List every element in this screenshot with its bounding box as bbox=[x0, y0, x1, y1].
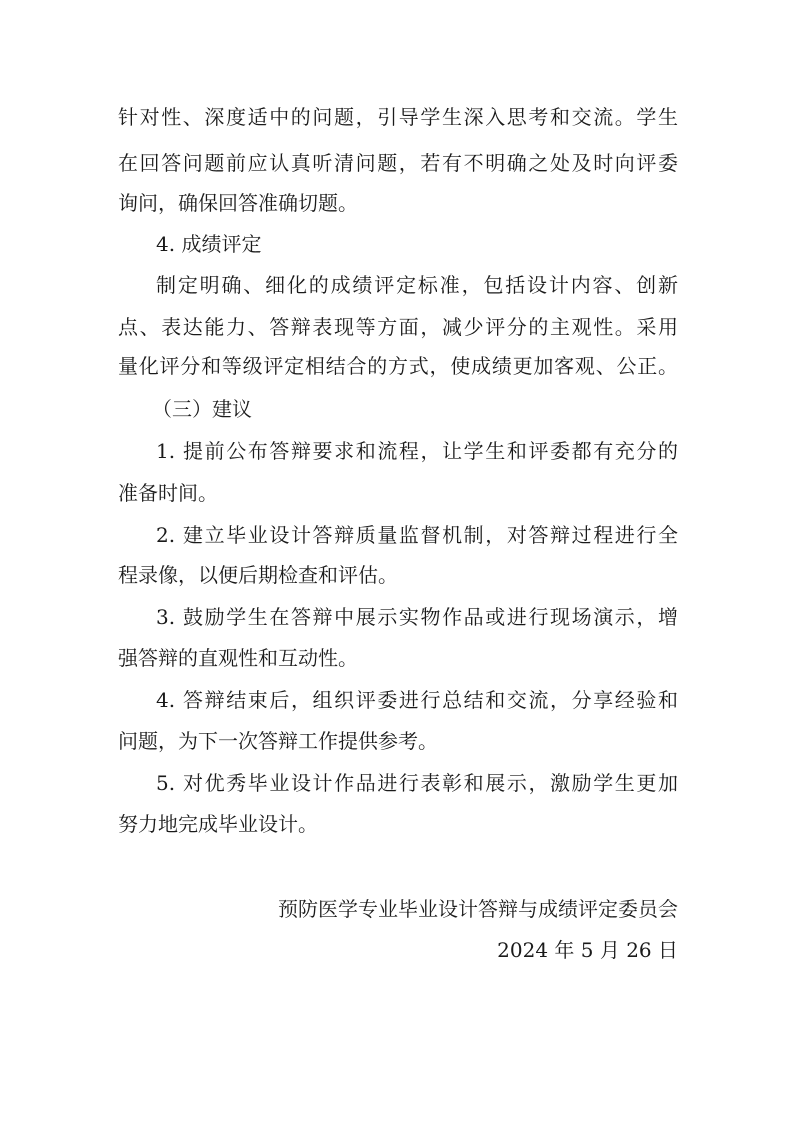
list-item: 3. 鼓励学生在答辩中展示实物作品或进行现场演示，增 bbox=[156, 605, 678, 629]
list-item-continuation: 问题，为下一次答辩工作提供参考。 bbox=[118, 729, 438, 753]
section-heading: （三）建议 bbox=[152, 397, 252, 421]
paragraph-line: 量化评分和等级评定相结合的方式，使成绩更加客观、公正。 bbox=[118, 354, 678, 378]
paragraph-line: 点、表达能力、答辩表现等方面，减少评分的主观性。采用 bbox=[118, 315, 678, 339]
list-item: 2. 建立毕业设计答辩质量监督机制，对答辩过程进行全 bbox=[156, 523, 678, 547]
list-item: 5. 对优秀毕业设计作品进行表彰和展示，激励学生更加 bbox=[156, 771, 678, 795]
paragraph-line: 询问，确保回答准确切题。 bbox=[118, 191, 358, 215]
list-item-continuation: 准备时间。 bbox=[118, 481, 218, 505]
list-item-continuation: 程录像，以便后期检查和评估。 bbox=[118, 563, 398, 587]
signature-organization: 预防医学专业毕业设计答辩与成绩评定委员会 bbox=[278, 897, 678, 921]
list-item: 1. 提前公布答辩要求和流程，让学生和评委都有充分的 bbox=[156, 439, 678, 463]
paragraph-line: 在回答问题前应认真听清问题，若有不明确之处及时向评委 bbox=[118, 151, 678, 175]
paragraph-line: 制定明确、细化的成绩评定标准，包括设计内容、创新 bbox=[156, 273, 678, 297]
section-heading: 4. 成绩评定 bbox=[156, 232, 262, 256]
signature-date: 2024 年 5 月 26 日 bbox=[497, 938, 678, 962]
list-item: 4. 答辩结束后，组织评委进行总结和交流，分享经验和 bbox=[156, 688, 678, 712]
paragraph-line: 针对性、深度适中的问题，引导学生深入思考和交流。学生 bbox=[118, 105, 678, 129]
list-item-continuation: 强答辩的直观性和互动性。 bbox=[118, 646, 358, 670]
list-item-continuation: 努力地完成毕业设计。 bbox=[118, 812, 318, 836]
